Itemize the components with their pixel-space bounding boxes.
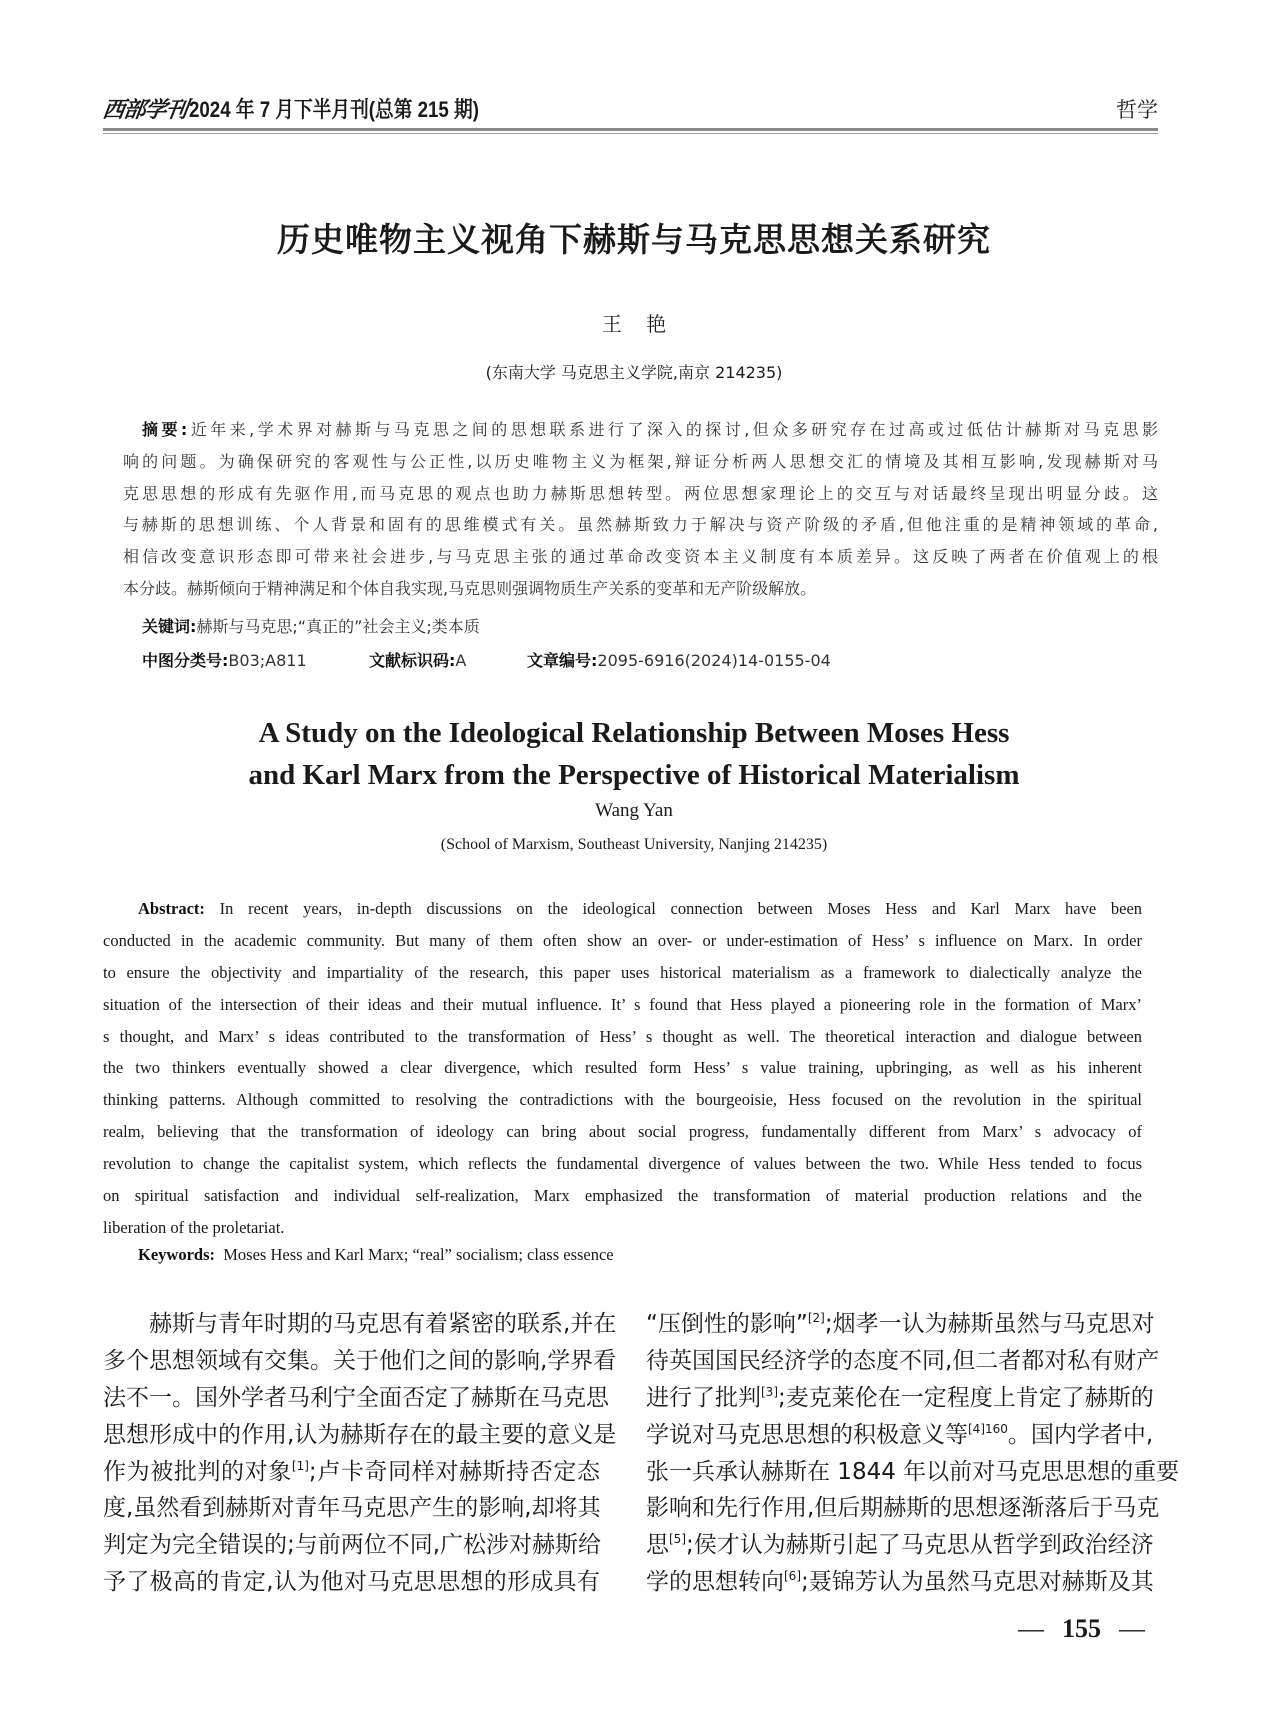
doc-code-label: 文献标识码: — [369, 651, 456, 670]
body-line — [103, 1417, 617, 1454]
page-number-value: 155 — [1062, 1614, 1101, 1643]
body-text: 思想形成中的作用,认为赫斯存在的最主要的意义是 — [103, 1421, 617, 1448]
abstract-line-text: 响的问题。为确保研究的客观性与公正性,以历史唯物主义为框架,辩证分析两人思想交汇的情境及其相互影响,发现赫斯对马 — [123, 451, 1158, 471]
body-text: 影响和先行作用,但后期赫斯的思想逐渐落后于马克 — [646, 1495, 1160, 1522]
issue-label: 2024 年 7 月下半月刊(总第 215 期) — [189, 97, 479, 122]
body-text: ;烟孝一认为赫斯虽然与马克思对 — [824, 1311, 1155, 1337]
page-dash: — — [1018, 1614, 1044, 1643]
running-header — [100, 94, 1158, 124]
abstract-line-text: conducted in the academic community. But many of them often show an over- or under-estimation of Hess’ s influence on Marx. In order — [103, 930, 1142, 950]
abstract-line — [123, 414, 1158, 446]
body-line — [103, 1564, 600, 1601]
english-abstract — [103, 893, 1142, 1244]
header-rule — [103, 128, 1158, 131]
abstract-line-text: revolution to change the capitalist system, which reflects the fundamental divergence of values between the two. While Hess tended to focus — [103, 1154, 1142, 1174]
english-title-line: and Karl Marx from the Perspective of Historical Materialism — [248, 759, 1020, 791]
body-text: 多个思想领域有交集。关于他们之间的影响,学界看 — [103, 1347, 617, 1374]
journal-logo: 西部学刊 — [100, 97, 189, 123]
abstract-line — [103, 1212, 1142, 1244]
body-text: 学说对马克思思想的积极意义等 — [646, 1421, 968, 1448]
classification-info — [142, 648, 831, 671]
body-text: 法不一。国外学者马利宁全面否定了赫斯在马克思 — [103, 1384, 609, 1411]
page-number — [1018, 1614, 1145, 1644]
citation-ref: [6] — [784, 1569, 801, 1584]
abstract-line — [123, 446, 1158, 478]
abstract-line — [123, 573, 1158, 605]
body-line — [646, 1417, 1154, 1454]
abstract-line — [103, 1084, 1142, 1116]
abstract-line — [123, 478, 1158, 510]
abstract-line-text: realm, believing that the transformation of ideology can bring about social progress, fundamentally different from Marx’ s advocacy of — [103, 1122, 1142, 1142]
body-text: ;卢卡奇同样对赫斯持否定态 — [308, 1458, 601, 1485]
body-text: 待英国国民经济学的态度不同,但二者都对私有财产 — [646, 1347, 1160, 1374]
body-text: 作为被批判的对象 — [103, 1458, 292, 1485]
body-line — [103, 1343, 617, 1380]
citation-ref: [4]160 — [968, 1421, 1008, 1436]
chinese-affiliation: (东南大学 马克思主义学院,南京 214235) — [485, 363, 783, 382]
article-no-value: 2095-6916(2024)14-0155-04 — [597, 651, 831, 670]
body-text: 度,虽然看到赫斯对青年马克思产生的影响,却将其 — [103, 1495, 601, 1522]
english-title-line: A Study on the Ideological Relationship Between Moses Hess — [258, 717, 1010, 749]
abstract-line — [103, 1021, 1142, 1053]
keywords-text: 赫斯与马克思;“真正的”社会主义;类本质 — [196, 617, 480, 636]
body-line — [646, 1306, 1155, 1343]
abstract-line-text: situation of the intersection of their ideas and their mutual influence. It’ s found that Hess played a pioneering role in the formation of Marx’ — [103, 994, 1142, 1014]
body-text: ;聂锦芳认为虽然马克思对赫斯及其 — [801, 1569, 1154, 1596]
keywords-text: Moses Hess and Karl Marx; “real” socialism; class essence — [223, 1245, 614, 1264]
abstract-line — [123, 541, 1158, 573]
chinese-keywords — [142, 614, 480, 637]
abstract-line-text: s thought, and Marx’ s ideas contributed to the transformation of Hess’ s thought as well. The theoretical interaction and dialogue between — [103, 1026, 1142, 1046]
abstract-line-text: thinking patterns. Although committed to resolving the contradictions with the bourgeoisie, Hess focused on the revolution in the spiritual — [103, 1090, 1142, 1110]
english-keywords — [138, 1245, 614, 1265]
abstract-line-text: 与赫斯的思想训练、个人背景和固有的思维模式有关。虽然赫斯致力于解决与资产阶级的矛盾,但他注重的是精神领域的革命, — [123, 515, 1158, 535]
keywords-label: 关键词: — [142, 617, 197, 636]
abstract-line-text: 相信改变意识形态即可带来社会进步,与马克思主张的通过革命改变资本主义制度有本质差异。这反映了两者在价值观上的根 — [123, 547, 1158, 567]
body-line — [646, 1380, 1154, 1417]
body-text: 进行了批判 — [646, 1384, 761, 1411]
body-line — [103, 1527, 600, 1564]
citation-ref: [2] — [807, 1311, 825, 1325]
abstract-line — [123, 509, 1158, 541]
body-text: ;麦克莱伦在一定程度上肯定了赫斯的 — [778, 1384, 1154, 1411]
abstract-line — [103, 957, 1142, 989]
abstract-line-text: to ensure the objectivity and impartiality of the research, this paper uses historical materialism as a framework to dialectically analyze the — [103, 962, 1142, 982]
body-text: ;侯才认为赫斯引起了马克思从哲学到政治经济 — [686, 1532, 1154, 1559]
abstract-label: 摘要: — [142, 420, 188, 439]
citation-ref: [3] — [761, 1384, 778, 1399]
section-label: 哲学 — [1116, 98, 1158, 122]
abstract-line — [103, 893, 1142, 925]
abstract-line — [103, 1148, 1142, 1180]
english-author: Wang Yan — [595, 800, 673, 821]
body-text: 予了极高的肯定,认为他对马克思思想的形成具有 — [103, 1569, 600, 1596]
body-line — [103, 1490, 600, 1527]
body-column-left — [103, 1306, 617, 1601]
body-column-right — [646, 1306, 1180, 1601]
body-text: 赫斯与青年时期的马克思有着紧密的联系,并在 — [149, 1311, 617, 1337]
chinese-title: 历史唯物主义视角下赫斯与马克思思想关系研究 — [277, 220, 991, 259]
doc-code-value: A — [455, 651, 467, 670]
body-line — [646, 1490, 1160, 1527]
abstract-line-text: the two thinkers eventually showed a clear divergence, which resulted form Hess’ s value training, upbringing, as well as his inherent — [103, 1058, 1142, 1078]
body-text: 判定为完全错误的;与前两位不同,广松涉对赫斯给 — [103, 1532, 602, 1559]
body-text: 学的思想转向 — [646, 1569, 784, 1596]
abstract-line — [103, 989, 1142, 1021]
english-title — [0, 712, 1268, 796]
english-affiliation: (School of Marxism, Southeast University, Nanjing 214235) — [440, 836, 828, 853]
article-no-label: 文章编号: — [527, 651, 598, 670]
abstract-line — [103, 1116, 1142, 1148]
chinese-author: 王 艳 — [601, 312, 667, 336]
journal-issue-info — [100, 93, 530, 124]
abstract-line-text: on spiritual satisfaction and individual self-realization, Marx emphasized the transformation of material production relations and the — [103, 1186, 1142, 1206]
chinese-abstract — [123, 414, 1158, 605]
body-line — [646, 1527, 1154, 1564]
body-line — [646, 1454, 1180, 1491]
keywords-label: Keywords: — [138, 1245, 215, 1264]
citation-ref: [1] — [291, 1458, 309, 1473]
abstract-line-text: 本分歧。赫斯倾向于精神满足和个体自我实现,马克思则强调物质生产关系的变革和无产阶级解放。 — [123, 578, 817, 598]
clc-value: B03;A811 — [228, 651, 307, 670]
abstract-line-text: 克思思想的形成有先驱作用,而马克思的观点也助力赫斯思想转型。两位思想家理论上的交互与对话最终呈现出明显分歧。这 — [123, 483, 1158, 503]
body-line — [103, 1306, 617, 1343]
abstract-line — [103, 1180, 1142, 1212]
body-line — [103, 1454, 600, 1491]
body-line — [646, 1564, 1154, 1601]
abstract-line-text: 近年来,学术界对赫斯与马克思之间的思想联系进行了深入的探讨,但众多研究存在过高或过低估计赫斯对马克思影 — [187, 420, 1158, 439]
abstract-line-text: In recent years, in-depth discussions on the ideological connection between Moses Hess and Karl Marx have been — [219, 899, 1143, 918]
abstract-label: Abstract: — [138, 899, 205, 918]
abstract-line — [103, 1052, 1142, 1084]
abstract-line-text: liberation of the proletariat. — [103, 1217, 285, 1237]
header-rule-thin — [103, 133, 1158, 134]
body-line — [103, 1380, 609, 1417]
body-text: “压倒性的影响” — [646, 1311, 808, 1337]
citation-ref: [5] — [669, 1532, 686, 1547]
body-text: 张一兵承认赫斯在 1844 年以前对马克思思想的重要 — [646, 1458, 1180, 1485]
abstract-line — [103, 925, 1142, 957]
body-line — [646, 1343, 1160, 1380]
body-text: 。国内学者中, — [1007, 1421, 1154, 1448]
body-text: 思 — [646, 1532, 669, 1559]
page-dash: — — [1119, 1614, 1145, 1643]
clc-label: 中图分类号: — [142, 651, 229, 670]
